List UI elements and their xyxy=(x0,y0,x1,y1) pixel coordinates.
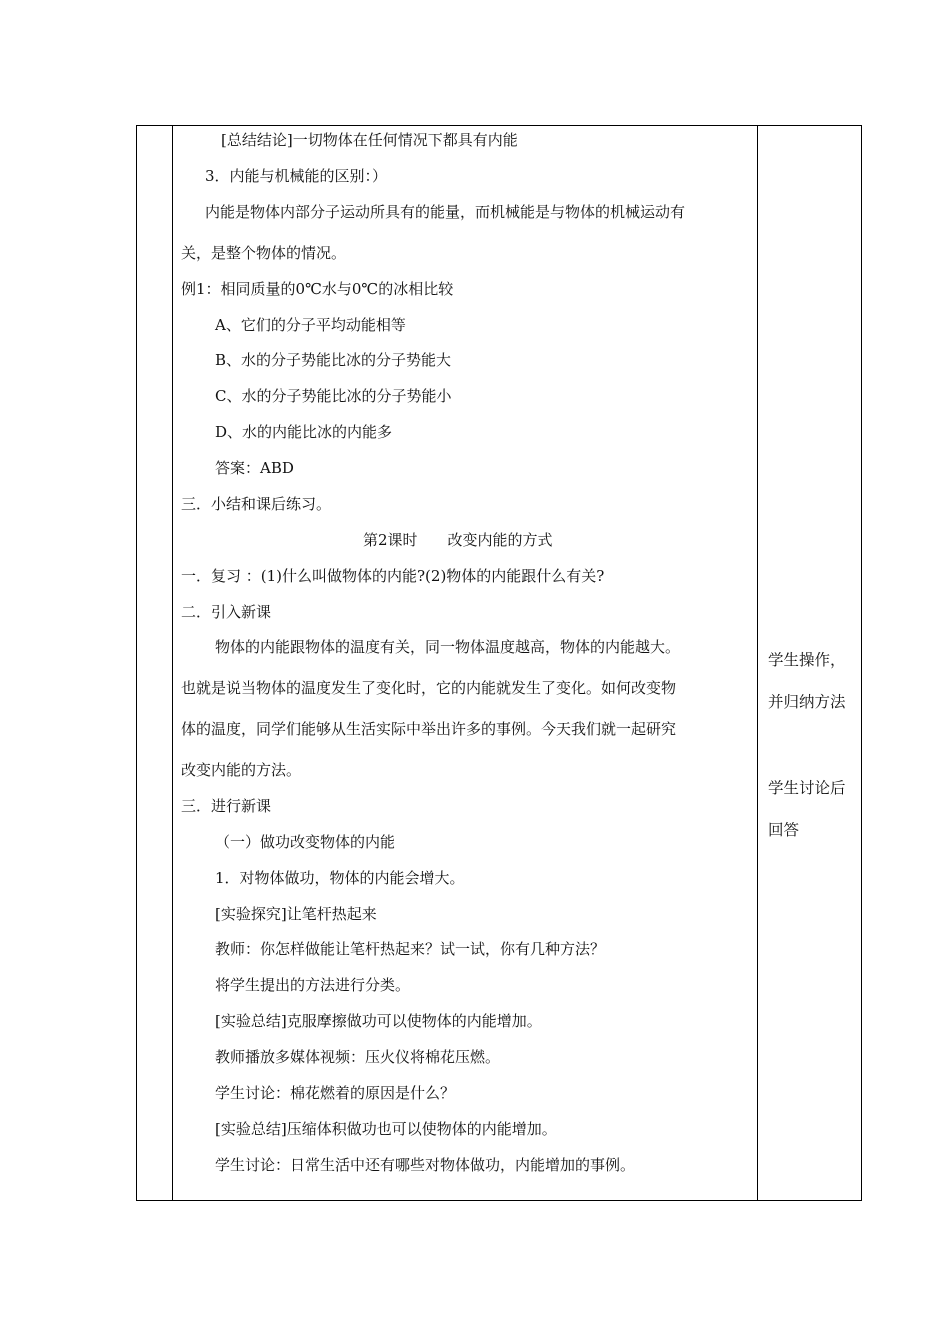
lesson-table xyxy=(136,125,862,1201)
content-line: [实验总结]压缩体积做功也可以使物体的内能增加。 xyxy=(215,1120,557,1138)
content-line: 关，是整个物体的情况。 xyxy=(181,244,347,262)
content-line: （一）做功改变物体的内能 xyxy=(215,833,396,851)
content-line: 三．小结和课后练习。 xyxy=(181,495,332,513)
content-line: 例1：相同质量的0℃水与0℃的冰相比较 xyxy=(181,280,454,298)
content-line: 3．内能与机械能的区别：） xyxy=(205,167,388,185)
content-line: [实验探究]让笔杆热起来 xyxy=(215,905,377,923)
content-line: C、水的分子势能比冰的分子势能小 xyxy=(215,387,452,405)
content-line: A、它们的分子平均动能相等 xyxy=(215,316,406,334)
side-note-line: 回答 xyxy=(768,821,800,839)
content-line: 1．对物体做功，物体的内能会增大。 xyxy=(215,869,465,887)
content-line: 答案：ABD xyxy=(215,459,294,477)
teaching-content-cell xyxy=(173,126,757,1200)
content-line: 教师：你怎样做能让笔杆热起来？试一试，你有几种方法？ xyxy=(215,940,606,958)
content-line: 也就是说当物体的温度发生了变化时，它的内能就发生了变化。如何改变物 xyxy=(181,679,677,697)
content-line: 改变内能的方法。 xyxy=(181,761,302,779)
content-line: [实验总结]克服摩擦做功可以使物体的内能增加。 xyxy=(215,1012,542,1030)
content-line: 二．引入新课 xyxy=(181,603,272,621)
content-line: D、水的内能比冰的内能多 xyxy=(215,423,393,441)
content-line: 学生讨论：棉花燃着的原因是什么？ xyxy=(215,1084,456,1102)
content-line: 体的温度，同学们能够从生活实际中举出许多的事例。今天我们就一起研究 xyxy=(181,720,677,738)
content-line: 将学生提出的方法进行分类。 xyxy=(215,976,411,994)
side-note-line: 学生操作， xyxy=(768,651,846,669)
side-note-line: 学生讨论后 xyxy=(768,779,846,797)
content-line: B、水的分子势能比冰的分子势能大 xyxy=(215,351,452,369)
content-line: 第2课时 改变内能的方式 xyxy=(363,531,553,549)
content-line: [总结结论]一切物体在任何情况下都具有内能 xyxy=(221,131,518,149)
content-line: 物体的内能跟物体的温度有关，同一物体温度越高，物体的内能越大。 xyxy=(215,638,681,656)
content-line: 学生讨论：日常生活中还有哪些对物体做功，内能增加的事例。 xyxy=(215,1156,636,1174)
content-line: 内能是物体内部分子运动所具有的能量，而机械能是与物体的机械运动有 xyxy=(205,203,686,221)
content-line: 三．进行新课 xyxy=(181,797,272,815)
side-note-line: 并归纳方法 xyxy=(768,693,846,711)
content-line: 一．复习 ：(1)什么叫做物体的内能?(2)物体的内能跟什么有关? xyxy=(181,567,605,585)
student-activity-cell xyxy=(758,126,862,1200)
content-line: 教师播放多媒体视频：压火仪将棉花压燃。 xyxy=(215,1048,501,1066)
